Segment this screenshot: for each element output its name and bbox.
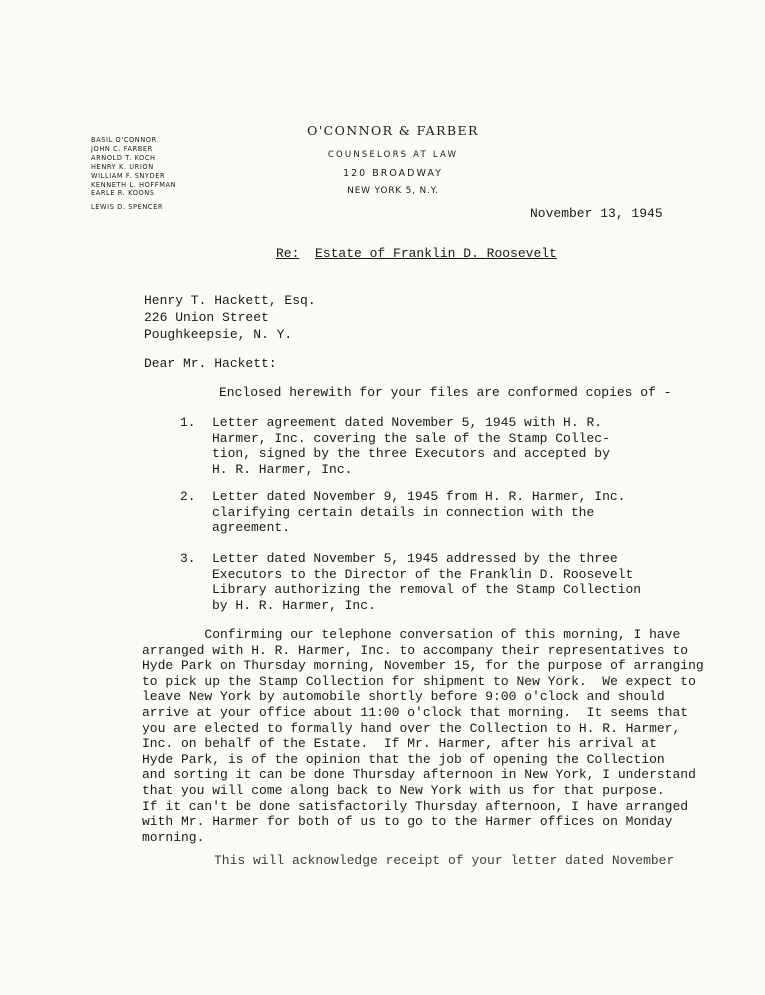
partner-name: HENRY K. URION: [91, 162, 154, 171]
firm-address-street: 120 BROADWAY: [343, 168, 443, 179]
firm-name: O'CONNOR & FARBER: [307, 123, 479, 138]
associate-name: LEWIS D. SPENCER: [91, 203, 164, 212]
salutation: Dear Mr. Hackett:: [144, 356, 277, 371]
recipient-line: Henry T. Hackett, Esq.: [144, 293, 316, 308]
firm-address-city: NEW YORK 5, N.Y.: [347, 186, 439, 196]
subject-label: Re:: [276, 246, 300, 261]
partner-name: BASIL O'CONNOR: [91, 136, 157, 144]
item-text: Letter dated November 9, 1945 from H. R. Harmer, Inc. clarifying certain details in connection with the agreement.: [212, 489, 626, 536]
firm-subtitle: COUNSELORS AT LAW: [327, 150, 459, 160]
item-number: 3.: [180, 551, 196, 566]
partner-list: [91, 136, 176, 212]
trailing-paragraph: This will acknowledge receipt of your letter dated November: [214, 853, 675, 868]
item-text: Letter dated November 5, 1945 addressed by the three Executors to the Director of the Franklin D. Roosevelt Library authorizing the removal of the Stamp Collection by H. R. Harmer, Inc.: [212, 551, 642, 613]
subject-text: Estate of Franklin D. Roosevelt: [315, 246, 557, 261]
item-number: 1.: [180, 415, 196, 430]
partner-name: EARLE R. KOONS: [91, 189, 155, 198]
recipient-address: [144, 292, 316, 343]
body-paragraph: Confirming our telephone conversation of this morning, I have arranged with H. R. Harmer, Inc. to accompany their representatives to Hyde Park on Thursday morning, November 15, for the purpose of arranging to pick up the Stamp Collection for shipment to New York. We expect to leave New York by automobile shortly before 9:00 o'clock and should arrive at your office about 11:00 o'clock that morning. It seems that you are elected to formally hand over the Collection to H. R. Harmer, Inc. on behalf of the Estate. If Mr. Harmer, after his arrival at Hyde Park, is of the opinion that the job of opening the Collection and sorting it can be done Thursday afternoon in New York, I understand that you will come along back to New York with us for that purpose. If it can't be done satisfactorily Thursday afternoon, I have arranged with Mr. Harmer for both of us to go to the Harmer offices on Monday morning.: [142, 627, 704, 845]
intro-paragraph: Enclosed herewith for your files are conformed copies of -: [219, 385, 672, 400]
letter-date: November 13, 1945: [530, 206, 663, 221]
item-text: Letter agreement dated November 5, 1945 with H. R. Harmer, Inc. covering the sale of the Stamp Collec- tion, signed by the three Executors and accepted by H. R. Harmer, Inc.: [212, 415, 610, 477]
partner-name: KENNETH L. HOFFMAN: [91, 180, 177, 189]
partner-name: JOHN C. FARBER: [91, 144, 153, 153]
recipient-line: Poughkeepsie, N. Y.: [144, 327, 293, 342]
subject-line: [276, 246, 557, 261]
item-number: 2.: [180, 489, 196, 504]
partner-name: ARNOLD T. KOCH: [91, 153, 156, 162]
partner-name: WILLIAM F. SNYDER: [91, 171, 166, 180]
recipient-line: 226 Union Street: [144, 310, 269, 325]
